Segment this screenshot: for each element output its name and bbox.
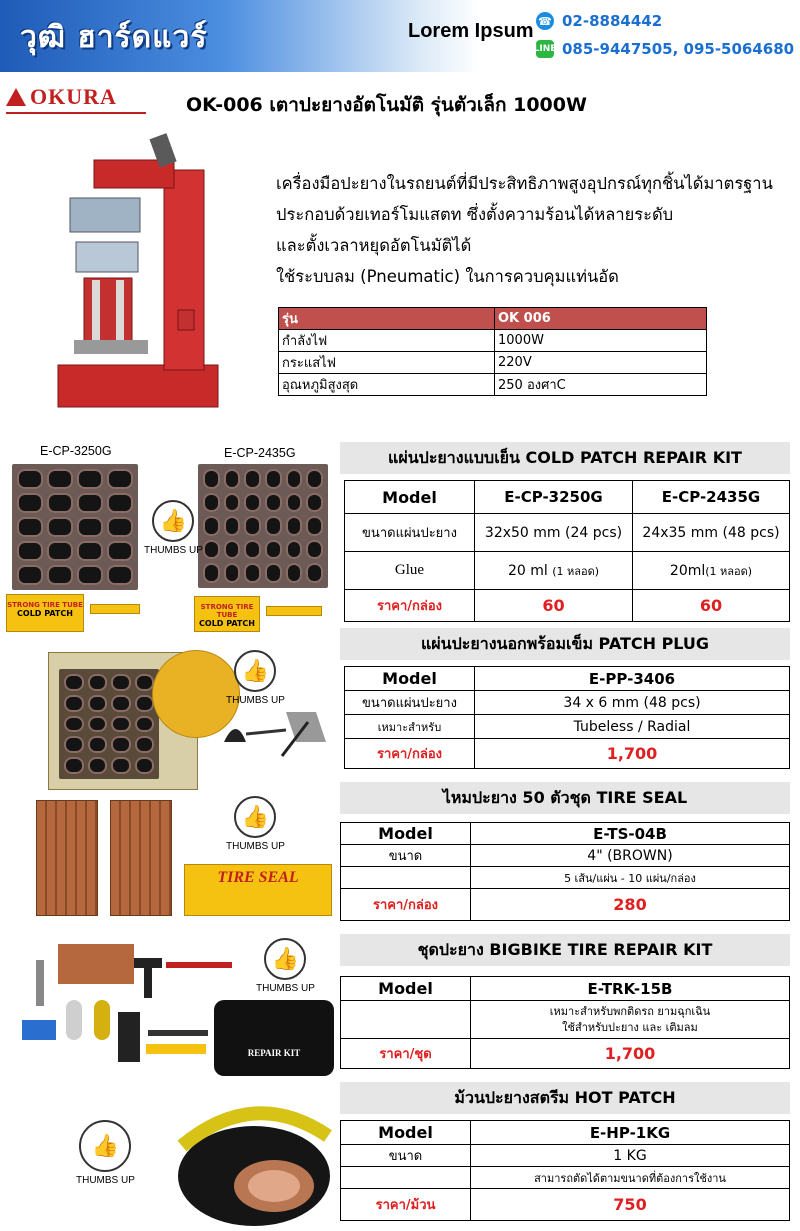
model-value: E-HP-1KG [471,1121,790,1145]
tire-seal-box-image [184,864,332,916]
tire-seal-strips-image-2 [110,800,172,916]
glue-tube-image-2 [266,606,322,616]
size-value: 24x35 mm (48 pcs) [633,514,790,552]
spec-row [279,330,707,352]
price-value: 1,700 [475,739,790,769]
size-value: 1 KG [471,1145,790,1167]
spec-row [279,308,707,330]
price-value: 60 [633,590,790,622]
spec-key: อุณหภูมิสูงสุด [279,374,495,396]
tire-seal-box-text: TIRE SEAL [217,869,299,886]
patch-plug-table [344,666,790,769]
tire-vulcanizer-machine-image [54,130,224,410]
cold-patch-image-label-1: E-CP-3250G [40,444,112,458]
cold-patch-3250-image [12,464,138,590]
cold-patch-2435-image [198,464,328,588]
desc-line: ใช้ระบบลม (Pneumatic) ในการควบคุมแท่นอัด [276,267,619,286]
desc-line: และตั้งเวลาหยุดอัตโนมัติได้ [276,236,472,255]
fit-value: Tubeless / Radial [475,715,790,739]
thumbs-up-icon: 👍 [152,500,194,542]
fit-label: เหมาะสำหรับ [345,715,475,739]
header-banner [0,0,800,72]
tire-seal-strips-image [36,800,98,916]
thumbs-up-badge: 👍 THUMBS UP [226,650,285,706]
spec-table [278,307,707,396]
thumbs-up-icon: 👍 [234,650,276,692]
model-value: E-TRK-15B [471,977,790,1001]
model-value: E-CP-3250G [475,481,633,514]
thumbs-up-badge: 👍 THUMBS UP [256,938,315,994]
thumbs-up-icon: 👍 [234,796,276,838]
cold-patch-table [344,480,790,622]
price-value: 1,700 [471,1039,790,1069]
pack-value: 5 เส้น/แผ่น - 10 แผ่น/กล่อง [471,867,790,889]
price-value: 750 [471,1189,790,1221]
product-title: OK-006 เตาปะยางอัตโนมัติ รุ่นตัวเล็ก 1000W [186,94,587,116]
glue-value: 20ml(1 หลอด) [633,552,790,590]
price-value: 60 [475,590,633,622]
cold-patch-image-label-2: E-CP-2435G [224,446,296,460]
mobile-row [533,40,795,58]
glue-tube-image [90,604,140,614]
size-label: ขนาด [341,845,471,867]
thumbs-up-badge: 👍 THUMBS UP [144,500,203,556]
bigbike-kit-tools-image [22,940,242,1066]
brand-name: วุฒิ ฮาร์ดแวร์ [20,20,208,55]
model-label: Model [341,823,471,845]
cold-patch-box-image-2: STRONG TIRE TUBE COLD PATCH [194,596,260,632]
bigbike-description: เหมาะสำหรับพกติดรถ ยามฉุกเฉิน ใช้สำหรับปะยาง และ เติมลม [471,1001,790,1039]
size-label: ขนาด [341,1145,471,1167]
phone-icon: ☎ [536,12,554,30]
hot-patch-roll-image [174,1096,334,1230]
company-name: Lorem Ipsum [408,20,534,42]
size-label: ขนาดแผ่นปะยาง [345,691,475,715]
price-label: ราคา/กล่อง [345,739,475,769]
model-label: Model [345,481,475,514]
repair-kit-bag-text: REPAIR KIT [247,1048,301,1058]
repair-kit-bag-image [214,1000,334,1076]
patch-plug-needle-image [216,702,334,762]
okura-logo: OKURA [6,84,146,114]
spec-value: OK 006 [495,308,707,330]
desc-line: เครื่องมือปะยางในรถยนต์ที่มีประสิทธิภาพสูงอุปกรณ์ทุกชิ้นได้มาตรฐาน [276,174,773,193]
price-label: ราคา/ชุด [341,1039,471,1069]
model-value: E-PP-3406 [475,667,790,691]
thumbs-up-icon: 👍 [79,1120,131,1172]
size-label: ขนาดแผ่นปะยาง [345,514,475,552]
mobile-numbers[interactable]: 085-9447505, 095-5064680 [562,40,795,58]
spec-row [279,352,707,374]
hot-patch-table [340,1120,790,1221]
tire-seal-section-title: ไหมปะยาง 50 ตัวชุด TIRE SEAL [340,782,790,814]
spec-row [279,374,707,396]
model-value: E-TS-04B [471,823,790,845]
thumbs-up-badge: 👍 THUMBS UP [226,796,285,852]
size-value: 32x50 mm (24 pcs) [475,514,633,552]
glue-value: 20 ml (1 หลอด) [475,552,633,590]
size-value: 34 x 6 mm (48 pcs) [475,691,790,715]
cold-patch-box-image: STRONG TIRE TUBE COLD PATCH [6,594,84,632]
model-value: E-CP-2435G [633,481,790,514]
glue-label: Glue [345,552,475,590]
okura-triangle-icon [6,88,26,106]
spec-key: กำลังไฟ [279,330,495,352]
model-label: Model [345,667,475,691]
bigbike-section-title: ชุดปะยาง BIGBIKE TIRE REPAIR KIT [340,934,790,966]
size-value: 4" (BROWN) [471,845,790,867]
line-chat-icon: LINE [536,40,554,58]
spec-key: กระแสไฟ [279,352,495,374]
bigbike-table [340,976,790,1069]
phone-number[interactable]: 02-8884442 [562,12,663,30]
product-description [276,168,796,292]
phone-row [536,12,662,30]
price-label: ราคา/กล่อง [341,889,471,921]
price-label: ราคา/ม้วน [341,1189,471,1221]
tire-seal-table [340,822,790,921]
spec-value: 1000W [495,330,707,352]
hot-patch-section-title: ม้วนปะยางสตรีม HOT PATCH [340,1082,790,1114]
hot-patch-description: สามารถตัดได้ตามขนาดที่ต้องการใช้งาน [471,1167,790,1189]
spec-value: 250 องศาC [495,374,707,396]
price-label: ราคา/กล่อง [345,590,475,622]
cold-patch-section-title: แผ่นปะยางแบบเย็น COLD PATCH REPAIR KIT [340,442,790,474]
thumbs-up-icon: 👍 [264,938,306,980]
model-label: Model [341,1121,471,1145]
patch-plug-section-title: แผ่นปะยางนอกพร้อมเข็ม PATCH PLUG [340,628,790,660]
price-value: 280 [471,889,790,921]
thumbs-up-badge: 👍 THUMBS UP [76,1120,135,1186]
spec-value: 220V [495,352,707,374]
spec-key: รุ่น [279,308,495,330]
desc-line: ประกอบด้วยเทอร์โมแสตท ซึ่งตั้งความร้อนได้หลายระดับ [276,205,674,224]
model-label: Model [341,977,471,1001]
